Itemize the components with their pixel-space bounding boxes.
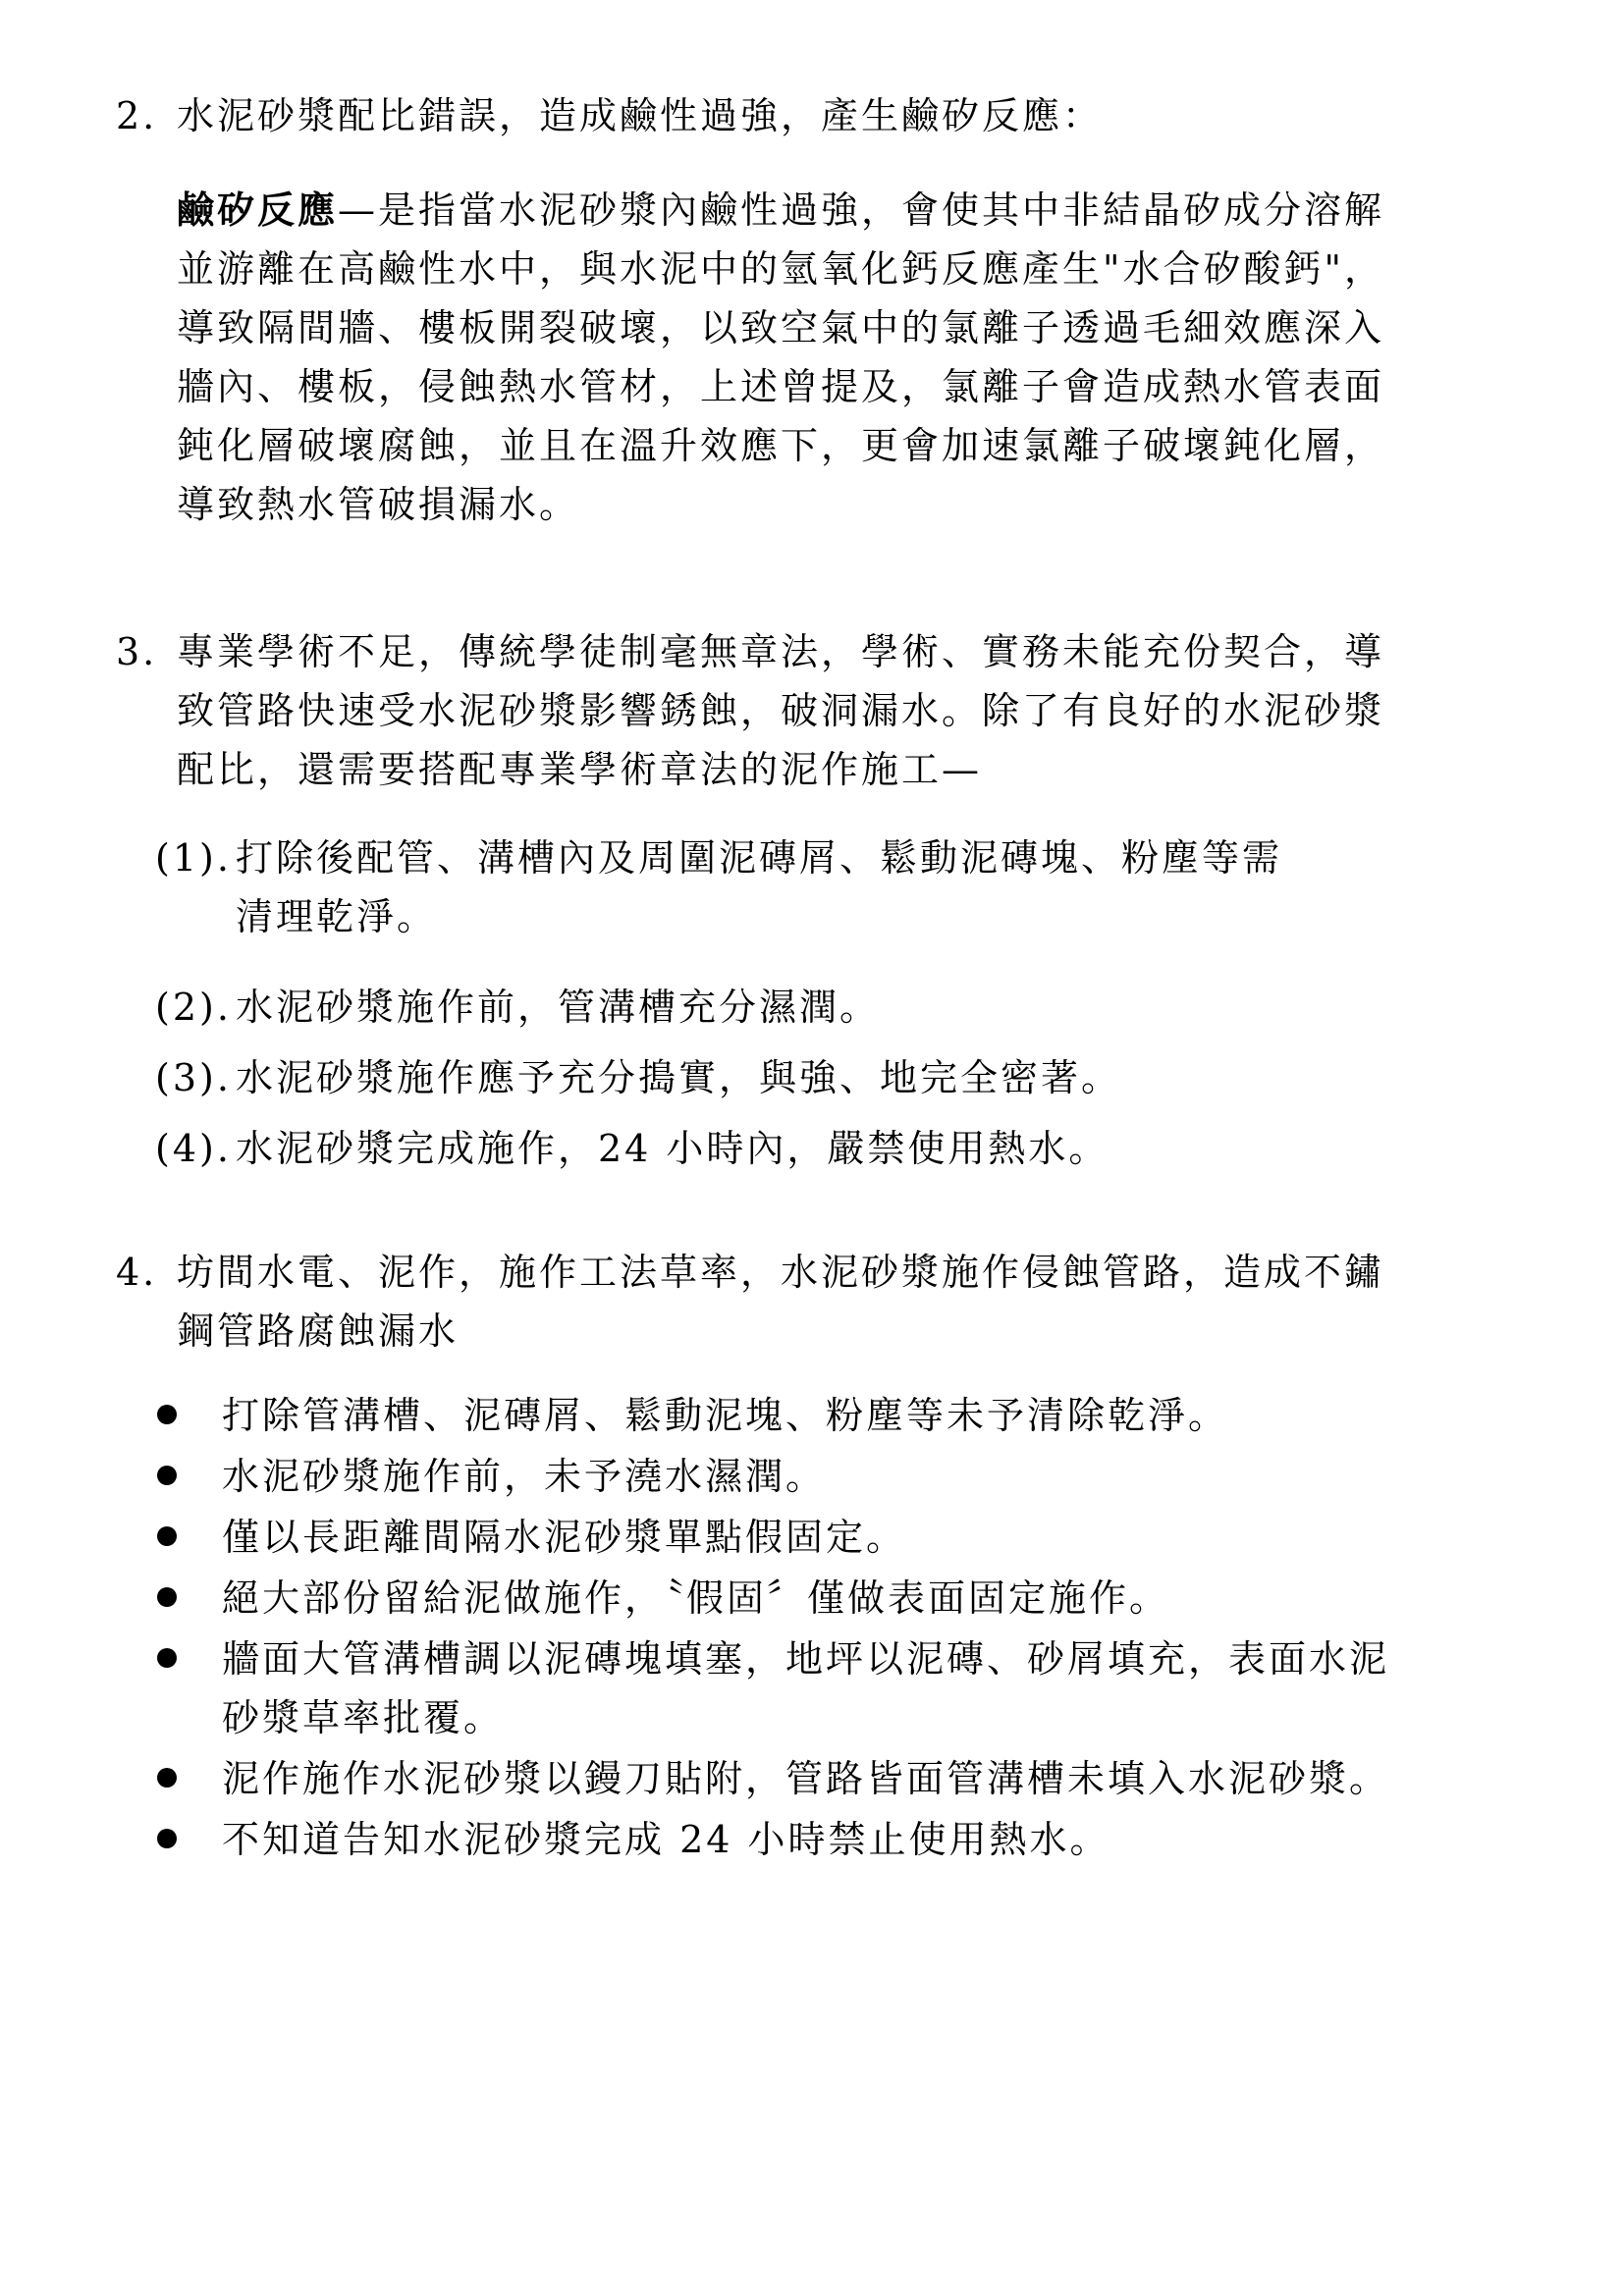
section-2-line-1: 鹼矽反應—是指當水泥砂漿內鹼性過強，會使其中非結晶矽成分溶解	[177, 187, 1385, 232]
bullet-dot-icon	[157, 1768, 177, 1788]
section-3-body	[177, 622, 1384, 799]
bullet-4-line-1: 絕大部份留給泥做施作，〝假固〞僅做表面固定施作。	[222, 1576, 1170, 1620]
section-2-number: 2.	[116, 94, 158, 137]
section-3-line-3: 配比，還需要搭配專業學術章法的泥作施工—	[177, 748, 983, 791]
item-2-number: (2).	[155, 986, 232, 1029]
section-4-body	[177, 1243, 1384, 1361]
bullet-2-line-1: 水泥砂漿施作前，未予澆水濕潤。	[222, 1455, 827, 1498]
section-2-line-3: 導致隔間牆、樓板開裂破壞，以致空氣中的氯離子透過毛細效應深入	[177, 306, 1385, 349]
section-3-item-1	[155, 828, 1283, 938]
item-4-line-1: 水泥砂漿完成施作，24 小時內，嚴禁使用熱水。	[236, 1127, 1109, 1170]
item-1-line-2: 清理乾淨。	[236, 895, 438, 938]
item-1-number: (1).	[155, 836, 232, 880]
section-4-line-1: 坊間水電、泥作，施作工法草率，水泥砂漿施作侵蝕管路，造成不鏽	[177, 1251, 1385, 1294]
section-2-line-6: 導致熱水管破損漏水。	[177, 483, 580, 526]
section-3-item-4	[155, 1119, 1109, 1178]
bullet-dot-icon	[157, 1466, 177, 1485]
item-3-line-1: 水泥砂漿施作應予充分搗實，與強、地完全密著。	[236, 1056, 1122, 1099]
section-2-heading-text: 水泥砂漿配比錯誤，造成鹼性過強，產生鹼矽反應：	[177, 94, 1104, 137]
section-2-line-4: 牆內、樓板，侵蝕熱水管材，上述曾提及，氯離子會造成熱水管表面	[177, 365, 1385, 408]
item-3-number: (3).	[155, 1056, 232, 1099]
bullet-dot-icon	[157, 1405, 177, 1424]
item-4-number: (4).	[155, 1127, 232, 1170]
bullet-dot-icon	[157, 1587, 177, 1607]
bullet-5-line-1: 牆面大管溝槽調以泥磚塊填塞，地坪以泥磚、砂屑填充，表面水泥	[222, 1637, 1390, 1681]
item-2-line-1: 水泥砂漿施作前，管溝槽充分濕潤。	[236, 986, 881, 1029]
bullet-dot-icon	[157, 1829, 177, 1848]
section-2-heading	[116, 86, 1104, 145]
bullet-5-line-2: 砂漿草率批覆。	[222, 1696, 505, 1739]
section-2-line-5: 鈍化層破壞腐蝕，並且在溫升效應下，更會加速氯離子破壞鈍化層，	[177, 424, 1385, 467]
section-4-line-2: 鋼管路腐蝕漏水	[177, 1309, 460, 1353]
item-1-line-1: 打除後配管、溝槽內及周圍泥磚屑、鬆動泥磚塊、粉塵等需	[236, 836, 1283, 880]
section-3-number: 3.	[116, 630, 158, 673]
bullet-7-line-1: 不知道告知水泥砂漿完成 24 小時禁止使用熱水。	[222, 1818, 1110, 1861]
section-3-item-3	[155, 1048, 1122, 1107]
bullet-1-line-1: 打除管溝槽、泥磚屑、鬆動泥塊、粉塵等未予清除乾淨。	[222, 1394, 1229, 1437]
bullet-dot-icon	[157, 1648, 177, 1668]
section-2-line-2: 並游離在高鹼性水中，與水泥中的氫氧化鈣反應產生"水合矽酸鈣"，	[177, 247, 1384, 291]
section-3-line-1: 專業學術不足，傳統學徒制毫無章法，學術、實務未能充份契合，導	[177, 630, 1385, 673]
bullet-6-line-1: 泥作施作水泥砂漿以鏝刀貼附，管路皆面管溝槽未填入水泥砂漿。	[222, 1757, 1390, 1800]
section-3-item-2	[155, 978, 881, 1037]
section-3-line-2: 致管路快速受水泥砂漿影響銹蝕，破洞漏水。除了有良好的水泥砂漿	[177, 689, 1385, 732]
section-2-body	[177, 181, 1384, 534]
section-4-number: 4.	[116, 1251, 158, 1294]
bullet-3-line-1: 僅以長距離間隔水泥砂漿單點假固定。	[222, 1516, 907, 1559]
bullet-dot-icon	[157, 1526, 177, 1546]
term-alkali-silica-reaction: 鹼矽反應	[177, 187, 339, 232]
